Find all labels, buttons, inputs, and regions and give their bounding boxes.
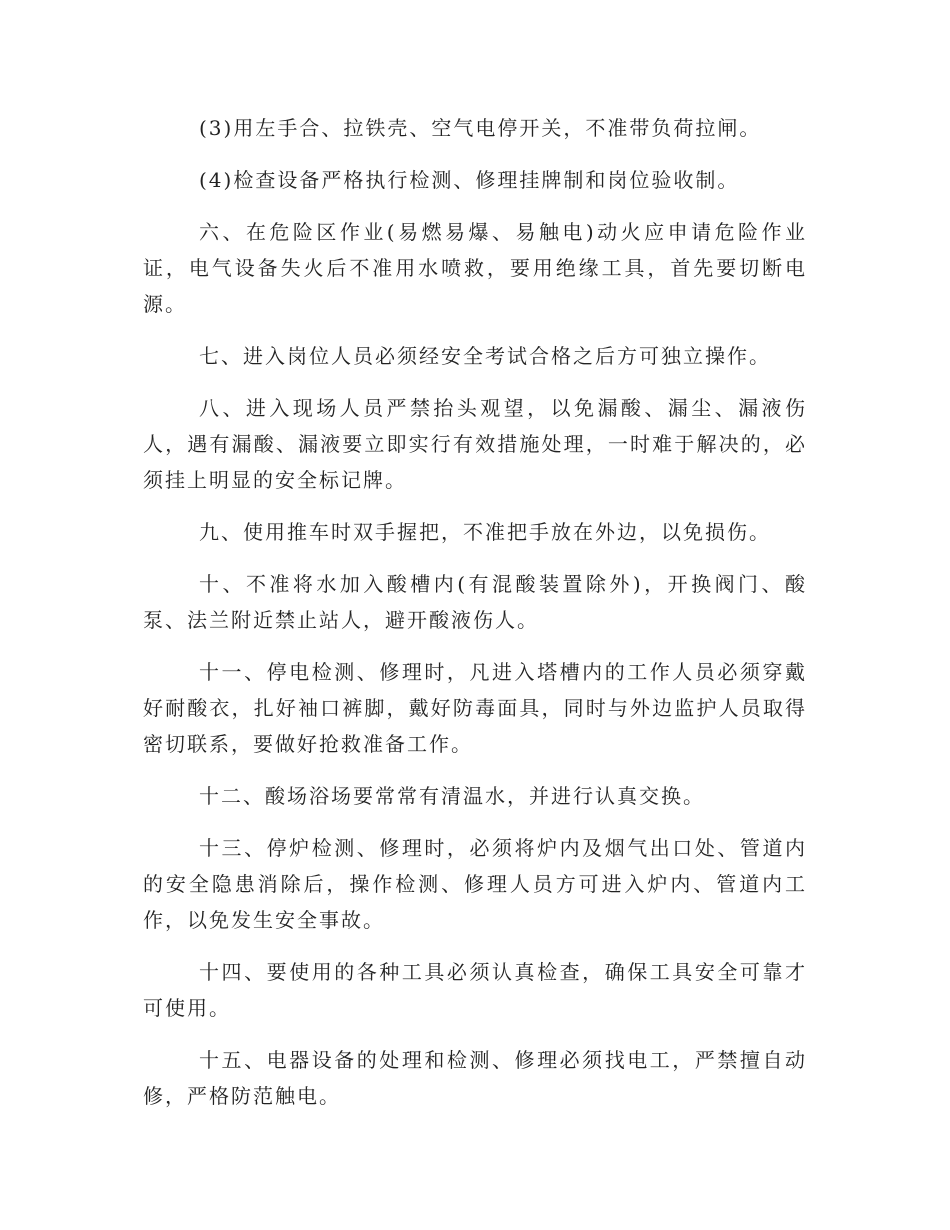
paragraph-rule-10: 十、不准将水加入酸槽内(有混酸装置除外)，开换阀门、酸泵、法兰附近禁止站人，避开酸液伤人。 [143,572,807,632]
paragraph-item-3: (3)用左手合、拉铁壳、空气电停开关，不准带负荷拉闸。 [199,116,762,140]
paragraph-rule-11: 十一、停电检测、修理时，凡进入塔槽内的工作人员必须穿戴好耐酸衣，扎好袖口裤脚，戴好防毒面具，同时与外边监护人员取得密切联系，要做好抢救准备工作。 [143,660,807,756]
document-body [143,110,807,1130]
paragraph-rule-9: 九、使用推车时双手握把，不准把手放在外边，以免损伤。 [199,520,771,544]
paragraph-rule-7: 七、进入岗位人员必须经安全考试合格之后方可独立操作。 [199,344,771,368]
paragraph-rule-12: 十二、酸场浴场要常常有清温水，并进行认真交换。 [199,784,705,808]
paragraph-rule-15: 十五、电器设备的处理和检测、修理必须找电工，严禁擅自动修，严格防范触电。 [143,1048,807,1108]
paragraph-rule-14: 十四、要使用的各种工具必须认真检查，确保工具安全可靠才可使用。 [143,960,807,1020]
paragraph-rule-6: 六、在危险区作业(易燃易爆、易触电)动火应申请危险作业证，电气设备失火后不准用水喷救，要用绝缘工具，首先要切断电源。 [143,220,807,316]
paragraph-item-4: (4)检查设备严格执行检测、修理挂牌制和岗位验收制。 [199,168,740,192]
paragraph-rule-13: 十三、停炉检测、修理时，必须将炉内及烟气出口处、管道内的安全隐患消除后，操作检测、修理人员方可进入炉内、管道内工作，以免发生安全事故。 [143,836,807,932]
paragraph-rule-8: 八、进入现场人员严禁抬头观望，以免漏酸、漏尘、漏液伤人，遇有漏酸、漏液要立即实行有效措施处理，一时难于解决的，必须挂上明显的安全标记牌。 [143,396,807,492]
